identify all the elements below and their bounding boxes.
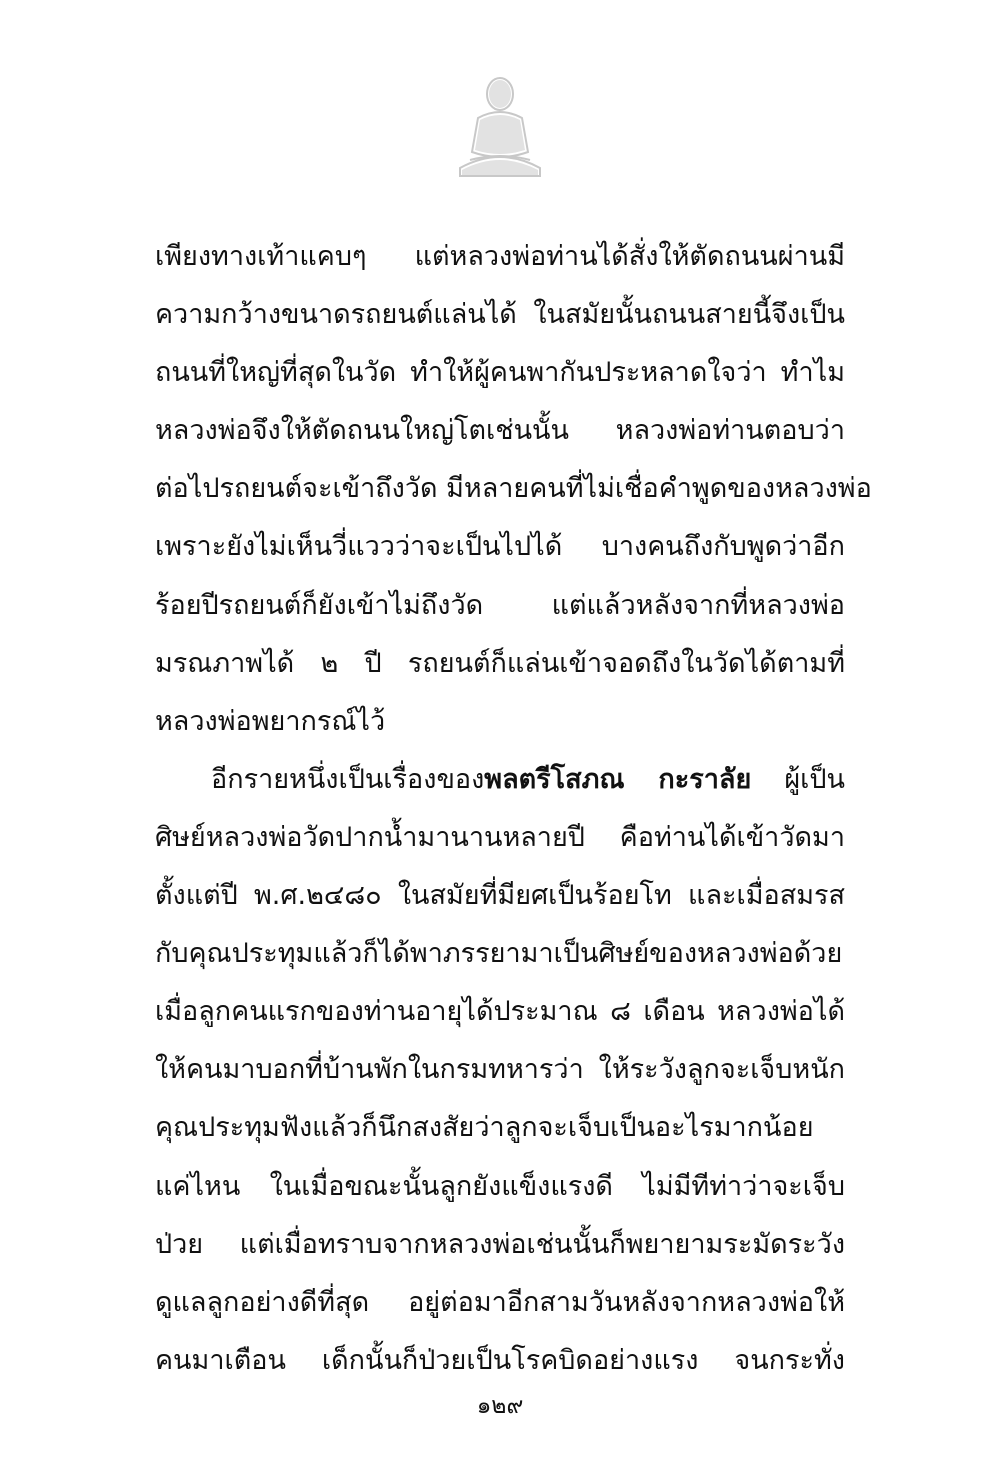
text-line: ดูแลลูกอย่างดีที่สุด อยู่ต่อมาอีกสามวันหลังจากหลวงพ่อให้ [155,1286,845,1318]
text-line: กับคุณประทุมแล้วก็ได้พาภรรยามาเป็นศิษย์ของหลวงพ่อด้วย [155,938,843,970]
page-number: ๑๒๙ [476,1393,524,1419]
text-line: ถนนที่ใหญ่ที่สุดในวัด ทำให้ผู้คนพากันประหลาดใจว่า ทำไม [155,357,845,389]
text-line: หลวงพ่อพยากรณ์ไว้ [155,705,386,737]
body-text [155,228,872,1390]
text-line: หลวงพ่อจึงให้ตัดถนนใหญ่โตเช่นนั้น หลวงพ่อท่านตอบว่า [155,415,845,447]
text-line: มรณภาพได้ ๒ ปี รถยนต์ก็แล่นเข้าจอดถึงในวัดได้ตามที่ [155,647,845,679]
text-line: ตั้งแต่ปี พ.ศ.๒๔๘๐ ในสมัยที่มียศเป็นร้อยโท และเมื่อสมรส [155,880,845,912]
text-line: เพราะยังไม่เห็นวี่แววว่าจะเป็นไปได้ บางคนถึงกับพูดว่าอีก [155,531,845,563]
text-line: เมื่อลูกคนแรกของท่านอายุได้ประมาณ ๘ เดือน หลวงพ่อได้ [155,996,845,1028]
person-name: พลตรีโสภณ กะราลัย [484,763,752,795]
text-line: ให้คนมาบอกที่บ้านพักในกรมทหารว่า ให้ระวังลูกจะเจ็บหนัก [155,1054,845,1086]
text-line: เพียงทางเท้าแคบๆ แต่หลวงพ่อท่านได้สั่งให้ตัดถนนผ่านมี [155,241,845,272]
seated-monk-portrait-icon [448,72,552,184]
text-line: คุณประทุมฟังแล้วก็นึกสงสัยว่าลูกจะเจ็บเป็นอะไรมากน้อย [155,1112,814,1144]
text-line: ศิษย์หลวงพ่อวัดปากน้ำมานานหลายปี คือท่านได้เข้าวัดมา [155,821,845,853]
text-span: อีกรายหนึ่งเป็นเรื่องของ [211,763,485,795]
text-line: ป่วย แต่เมื่อทราบจากหลวงพ่อเช่นนั้นก็พยายามระมัดระวัง [155,1228,845,1260]
paragraph-opening-line [155,751,845,809]
text-span: ผู้เป็น [751,763,845,795]
text-line: แค่ไหน ในเมื่อขณะนั้นลูกยังแข็งแรงดี ไม่มีทีท่าว่าจะเจ็บ [155,1170,845,1202]
text-line: ร้อยปีรถยนต์ก็ยังเข้าไม่ถึงวัด แต่แล้วหลังจากที่หลวงพ่อ [155,589,845,621]
text-line: ความกว้างขนาดรถยนต์แล่นได้ ในสมัยนั้นถนนสายนี้จึงเป็น [155,299,845,331]
text-line: คนมาเตือน เด็กนั้นก็ป่วยเป็นโรคบิดอย่างแรง จนกระทั่ง [155,1344,845,1376]
text-line: ต่อไปรถยนต์จะเข้าถึงวัด มีหลายคนที่ไม่เชื่อคำพูดของหลวงพ่อ [155,473,872,505]
